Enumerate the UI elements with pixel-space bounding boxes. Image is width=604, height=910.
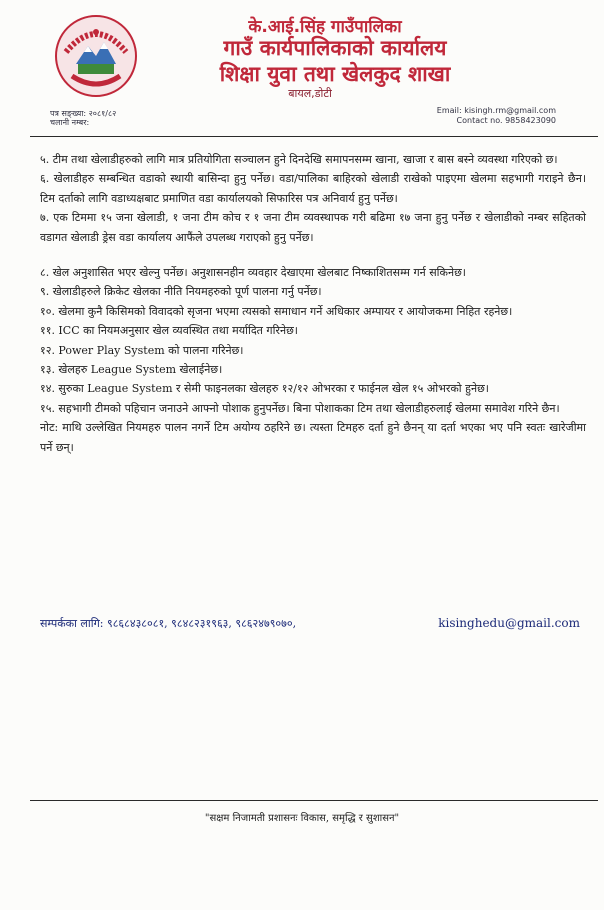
header-divider <box>30 136 598 137</box>
header-contact-number: Contact no. 9858423090 <box>456 116 556 125</box>
office-address: बायल,डोटी <box>288 87 332 100</box>
office-name: गाउँ कार्यपालिकाको कार्यालय <box>223 36 447 60</box>
rule-item: १३. खेलहरु League System खेलाईनेछ। <box>40 363 223 377</box>
contact-email: kisinghedu@gmail.com <box>438 616 580 630</box>
footer-motto: "सक्षम निजामती प्रशासनः विकास, समृद्धि र सुशासन" <box>204 813 400 824</box>
reference-number: पत्र सङ्ख्या: २०८१/८२ <box>50 109 117 118</box>
rule-item: ५. टीम तथा खेलाडीहरुको लागि मात्र प्रतियोगिता सञ्चालन हुने दिनदेखि समापनसम्म खाना, खाजा र बास बस्ने व्यवस्था गरिएको छ। <box>40 153 558 166</box>
contact-phones: सम्पर्कका लागि: ९८६८४३८०८१, ९८४८२३१९६३, ९८६२४७९०७०, <box>40 617 297 630</box>
rule-item: १२. Power Play System को पालना गरिनेछ। <box>40 343 244 357</box>
nepal-emblem-icon <box>52 12 140 98</box>
dispatch-number: चलानी नम्बर: <box>50 118 90 127</box>
rule-item: ९. खेलाडीहरुले क्रिकेट खेलका नीति नियमहरुको पूर्ण पालना गर्नु पर्नेछ। <box>40 285 322 299</box>
municipality-name: के.आई.सिंह गाउँपालिका <box>248 17 402 37</box>
rule-item: ७. एक टिममा १५ जना खेलाडी, १ जना टीम कोच र १ जना टीम व्यवस्थापक गरी बढिमा १७ जना हुनु पर्नेछ र खेलाडीको नम्बर सहितको वडागत खेलाडी ड्रेस वडा कार्यालय आफैंले उपलब्ध गराएको हुनु पर्नेछ। <box>40 211 586 244</box>
rule-item: ८. खेल अनुशासित भएर खेल्नु पर्नेछ। अनुशासनहीन व्यवहार देखाएमा खेलबाट निष्काशितसम्म गर्न सकिनेछ। <box>40 266 466 280</box>
rules-list <box>40 150 586 457</box>
note-item: नोट: माथि उल्लेखित नियमहरु पालन नगर्ने टिम अयोग्य ठहरिने छ। त्यस्ता टिमहरु दर्ता हुने छैनन् या दर्ता भएका भए पनि स्वतः खारेजीमा पर्ने छन्। <box>40 421 586 454</box>
rule-item: १५. सहभागी टीमको पहिचान जनाउने आफ्नो पोशाक हुनुपर्नेछ। बिना पोशाकका टिम तथा खेलाडीहरुलाई खेलमा समावेश गरिने छैन। <box>40 401 560 415</box>
header-email: Email: kisingh.rm@gmail.com <box>436 106 556 115</box>
paragraph-gap <box>40 247 586 263</box>
footer-divider <box>30 800 598 801</box>
rule-item: ११. ICC का नियमअनुसार खेल व्यवस्थित तथा मर्यादित गरिनेछ। <box>40 324 298 338</box>
rule-item: १०. खेलमा कुनै किसिमको विवादको सृजना भएमा त्यसको समाधान गर्ने अधिकार अम्पायर र आयोजकमा निहित रहनेछ। <box>40 304 513 318</box>
rule-item: ६. खेलाडीहरु सम्बन्धित वडाको स्थायी बासिन्दा हुनु पर्नेछ। वडा/पालिका बाहिरको खेलाडी राखेको पाइएमा खेलमा सहभागी गराइने छैन। टिम दर्ताको लागि वडाध्यक्षबाट प्रमाणित वडा कार्यालयको सिफारिस पत्र अनिवार्य हुनु पर्नेछ। <box>40 172 586 205</box>
rule-item: १४. सुरुका League System र सेमी फाइनलका खेलहरु १२/१२ ओभरका र फाईनल खेल १५ ओभरको हुनेछ। <box>40 382 489 396</box>
section-name: शिक्षा युवा तथा खेलकुद शाखा <box>219 62 451 86</box>
